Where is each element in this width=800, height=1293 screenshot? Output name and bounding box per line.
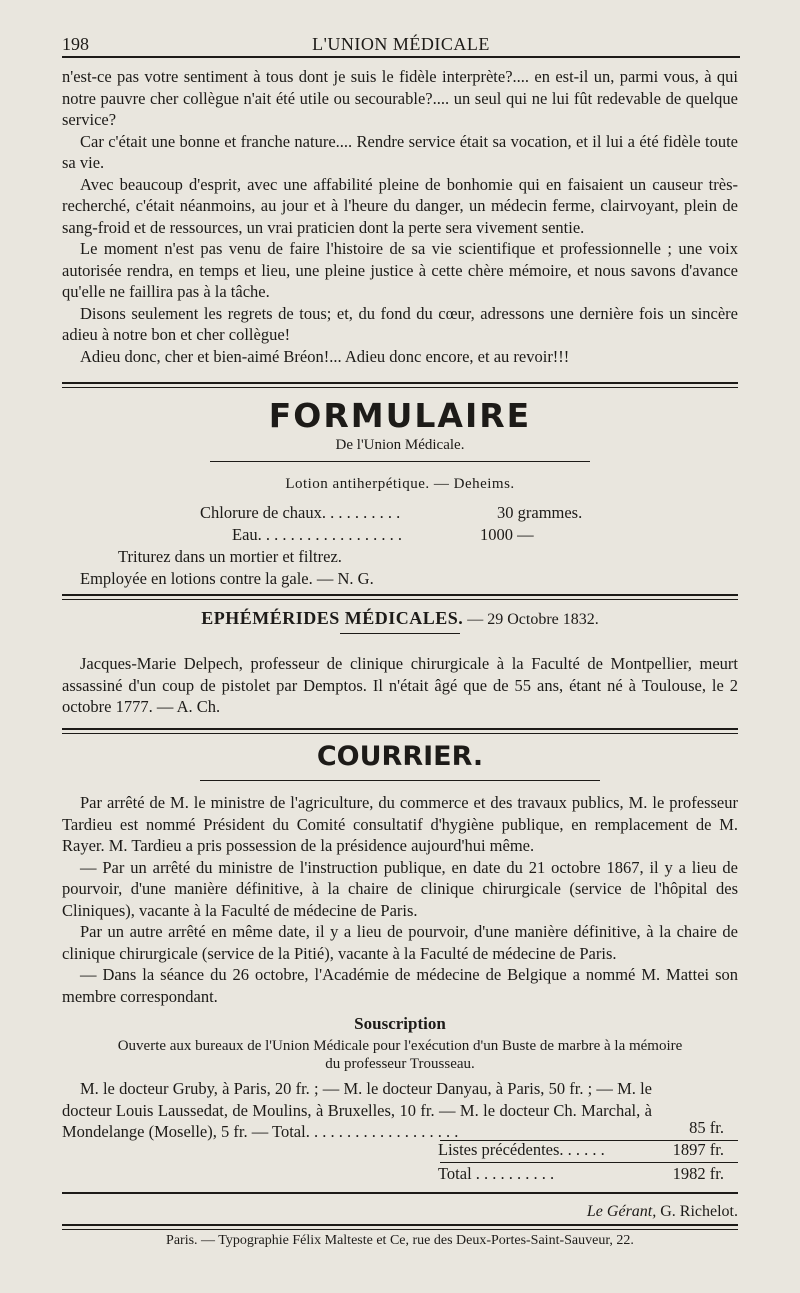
section-divider xyxy=(62,728,738,734)
header-rule xyxy=(62,56,740,58)
footer-rule xyxy=(62,1192,738,1194)
ingredient-name: Eau. . . . . . . . . . . . . . . . . . xyxy=(232,525,403,544)
paragraph: Adieu donc, cher et bien-aimé Bréon!... Adieu donc encore, et au revoir!!! xyxy=(80,346,570,366)
formulaire-subtitle: De l'Union Médicale. xyxy=(335,437,465,453)
recipe-title: Lotion antiherpétique. — Deheims. xyxy=(285,476,515,492)
ephemerides-title: EPHÉMÉRIDES MÉDICALES. xyxy=(201,608,464,628)
formulaire-title: FORMULAIRE xyxy=(268,396,532,435)
previous-lists-value: 1897 fr. xyxy=(672,1140,724,1159)
paragraph: — Par un arrêté du ministre de l'instruction publique, en date du 21 octobre 1867, il y a lieu de pourvoir, d'une manière définitive, à la chaire de clinique chirurgicale (service de l'hôpital des Cliniques), vacante à la Faculté de médecine de Paris. xyxy=(62,857,738,920)
previous-lists-label: Listes précédentes. . . . . . xyxy=(438,1140,605,1159)
souscription-line1: Ouverte aux bureaux de l'Union Médicale pour l'exécution d'un Buste de marbre à la mémoire xyxy=(117,1038,683,1054)
section-divider xyxy=(62,382,738,388)
sum-rule xyxy=(440,1162,738,1163)
paragraph: Avec beaucoup d'esprit, avec une affabilité pleine de bonhomie qui en faisaient un causeur très-recherché, c'était néanmoins, au jour et à l'heure du danger, un médecin ferme, clairvoyant, plein de sang-froid et de ressources, un vrai praticien dont la perte sera vivement sentie. xyxy=(62,174,738,237)
short-rule xyxy=(340,633,460,634)
instruction-line: Triturez dans un mortier et filtrez. xyxy=(118,547,342,566)
souscription-line2: du professeur Trousseau. xyxy=(325,1056,475,1072)
gerant-name: G. Richelot. xyxy=(660,1203,738,1220)
section-divider xyxy=(62,594,738,600)
ingredient-name: Chlorure de chaux. . . . . . . . . . xyxy=(200,503,401,522)
souscription-text: M. le docteur Gruby, à Paris, 20 fr. ; — M. le docteur Danyau, à Paris, 50 fr. ; — M. le docteur Louis Laussedat, de Moulins, à Bruxelles, 10 fr. — M. le docteur Ch. Marchal, à Mondelange (Moselle), 5 fr. — Total. . . . . . . . . . . . . . . . . . . xyxy=(62,1079,652,1141)
gerant-signature xyxy=(587,1203,738,1221)
souscription-title: Souscription xyxy=(354,1014,446,1033)
grand-total-label: Total . . . . . . . . . . xyxy=(438,1164,555,1183)
grand-total-value: 1982 fr. xyxy=(672,1164,724,1183)
ephemerides-date: — 29 Octobre 1832. xyxy=(467,611,599,628)
paragraph: Car c'était une bonne et franche nature.... Rendre service était sa vocation, et il lui a été fidèle toute sa vie. xyxy=(62,131,738,172)
subtitle-rule xyxy=(210,461,590,462)
ephemerides-heading xyxy=(62,608,738,629)
page-number: 198 xyxy=(62,34,89,54)
courrier-title: COURRIER. xyxy=(316,741,484,772)
paragraph: Par un autre arrêté en même date, il y a lieu de pourvoir, d'une manière définitive, à la chaire de clinique chirurgicale (service de la Pitié), vacante à la Faculté de médecine de Paris. xyxy=(62,922,738,963)
paragraph: Le moment n'est pas venu de faire l'histoire de sa vie scientifique et professionnelle ; une voix autorisée rendra, en temps et lieu, une pleine justice à cette chère mémoire, et nous savons d'avance qu'elle ne faillira pas à la tâche. xyxy=(62,239,738,301)
ingredient-amount: 30 grammes. xyxy=(497,503,583,522)
subtotal-value: 85 fr. xyxy=(689,1118,724,1137)
footer-rule xyxy=(62,1224,738,1230)
imprint-line: Paris. — Typographie Félix Malteste et Ce, rue des Deux-Portes-Saint-Sauveur, 22. xyxy=(166,1233,634,1248)
paragraph: n'est-ce pas votre sentiment à tous dont je suis le fidèle interprète?.... en est-il un, parmi vous, à qui notre pauvre cher collègue n'ait été utile ou secourable?.... un seul qui ne lui fût redevable de quelque service? xyxy=(62,67,738,129)
ephemerides-text: Jacques-Marie Delpech, professeur de clinique chirurgicale à la Faculté de Montpellier, meurt assassiné d'un coup de pistolet par Demptos. Il n'était âgé que de 55 ans, étant né à Toulouse, le 2 octobre 1777. — A. Ch. xyxy=(62,654,738,716)
gerant-label: Le Gérant, xyxy=(586,1203,657,1220)
running-title: L'UNION MÉDICALE xyxy=(312,34,490,54)
instruction-line: Employée en lotions contre la gale. — N. G. xyxy=(80,569,374,588)
page-header xyxy=(62,30,740,58)
paragraph: Disons seulement les regrets de tous; et, du fond du cœur, adressons une dernière fois un sincère adieu à notre bon et cher collègue! xyxy=(62,303,738,344)
eulogy-text xyxy=(62,66,738,367)
courrier-text xyxy=(62,792,738,1007)
paragraph: Par arrêté de M. le ministre de l'agriculture, du commerce et des travaux publics, M. le professeur Tardieu est nommé Président du Comité consultatif d'hygiène publique, en remplacement de M. Rayer. M. Tardieu a pris possession de la présidence aujourd'hui même. xyxy=(62,793,738,855)
courrier-rule xyxy=(200,780,600,781)
paragraph: — Dans la séance du 26 octobre, l'Académie de médecine de Belgique a nommé M. Mattei son membre correspondant. xyxy=(62,965,738,1006)
ingredient-amount: 1000 — xyxy=(480,525,534,544)
